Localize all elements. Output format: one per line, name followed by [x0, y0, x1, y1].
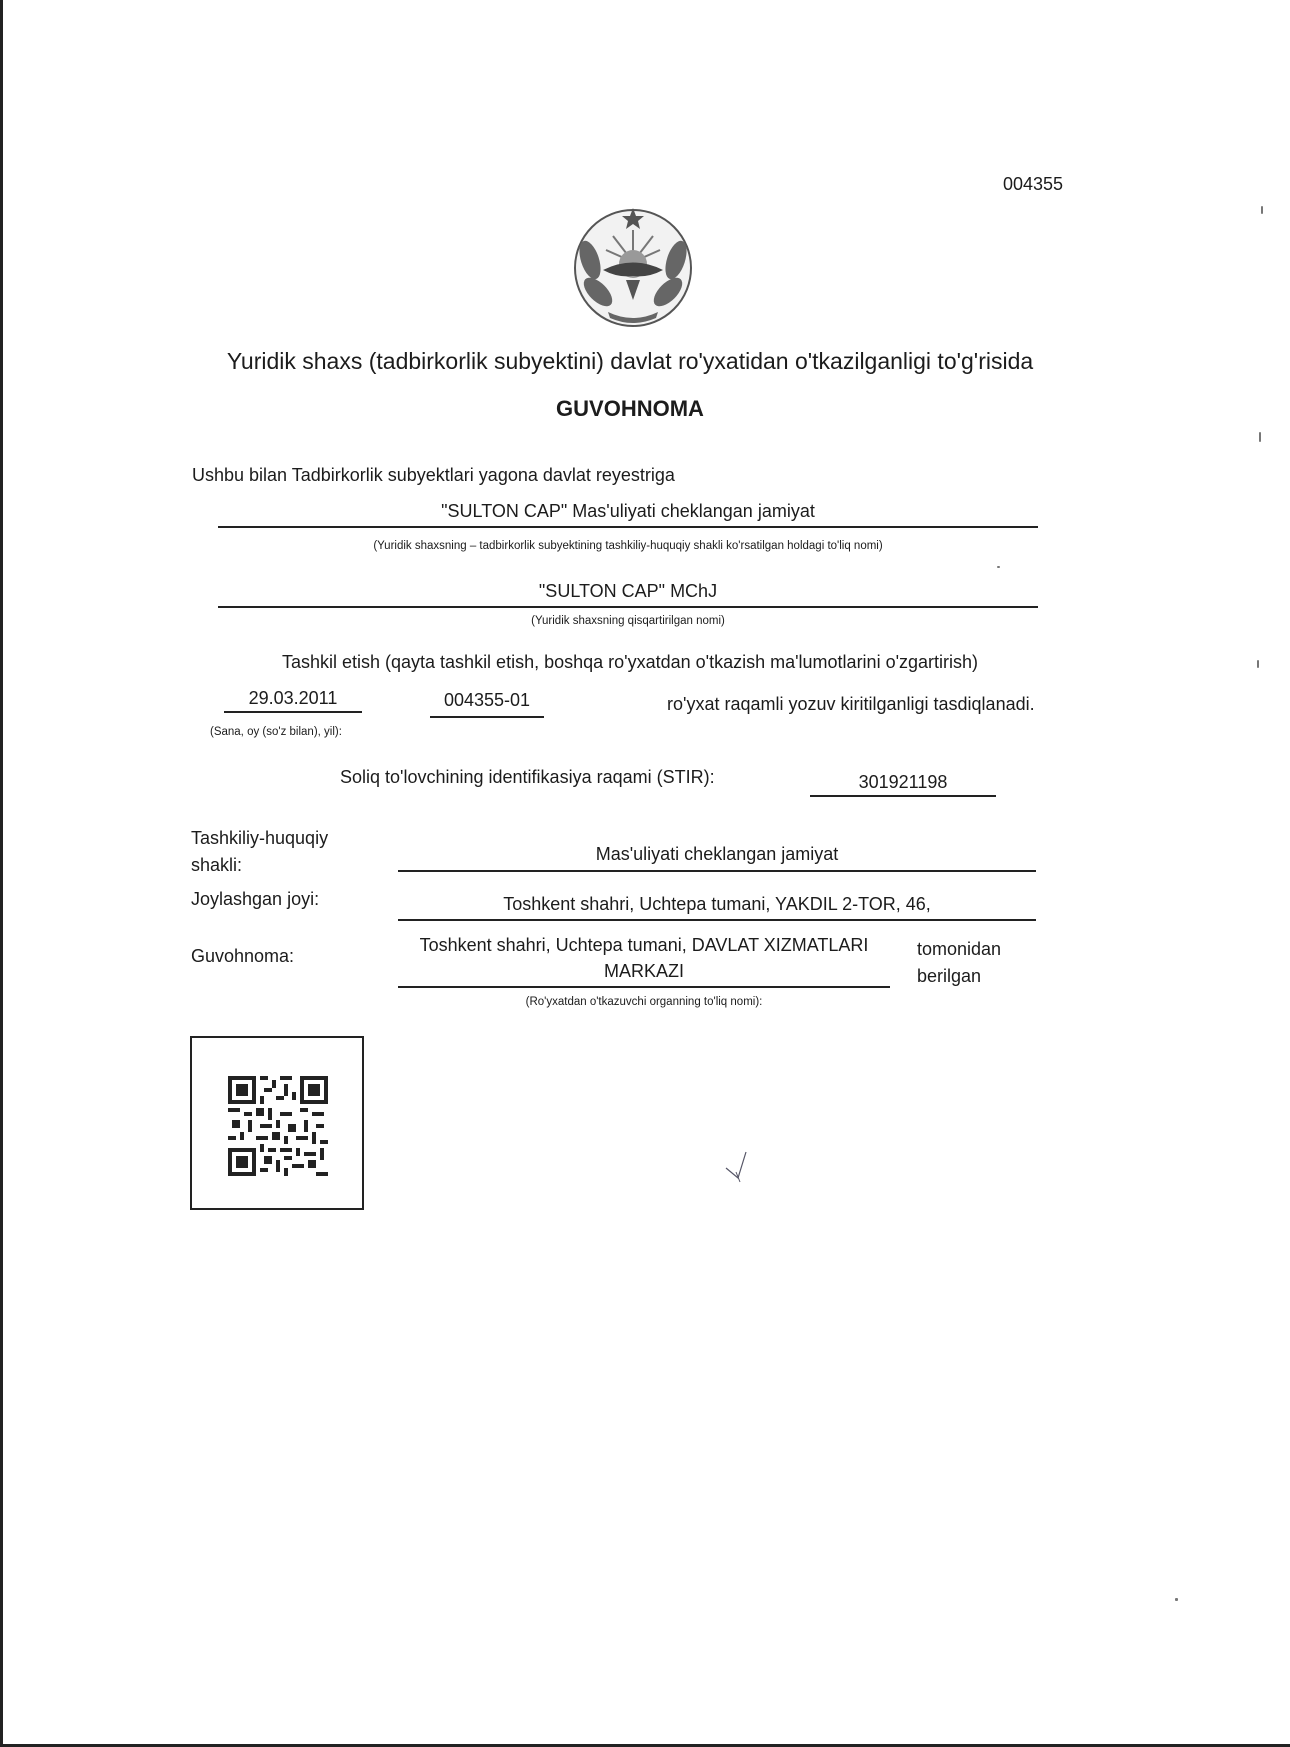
- date-caption: (Sana, oy (so'z bilan), yil):: [210, 726, 342, 738]
- location-label: Joylashgan joyi:: [191, 889, 320, 909]
- date-underline: [224, 711, 362, 713]
- document-title: Yuridik shaxs (tadbirkorlik subyektini) davlat ro'yxatidan o'tkazilganligi to'g'risida: [226, 348, 1034, 374]
- legal-form-label-2: shakli:: [191, 855, 243, 875]
- legal-form-value: Mas'uliyati cheklangan jamiyat: [595, 844, 839, 864]
- legal-form-label-1: Tashkiliy-huquqiy: [191, 828, 329, 848]
- short-name-caption: (Yuridik shaxsning qisqartirilgan nomi): [531, 615, 725, 627]
- tin-label: Soliq to'lovchining identifikasiya raqami (STIR):: [340, 767, 715, 787]
- confirm-text: ro'yxat raqamli yozuv kiritilganligi tasdiqlanadi.: [667, 694, 1035, 714]
- registration-date: 29.03.2011: [248, 688, 338, 708]
- location-value: Toshkent shahri, Uchtepa tumani, YAKDIL 2-TOR, 46,: [503, 894, 931, 914]
- state-emblem-icon: [568, 200, 698, 330]
- short-name-value: "SULTON CAP" MChJ: [538, 581, 718, 601]
- scan-speck: [997, 566, 1000, 568]
- tin-value: 301921198: [858, 772, 948, 792]
- legal-form-underline: [398, 870, 1036, 872]
- scan-speck: [1259, 432, 1261, 442]
- location-underline: [398, 919, 1036, 921]
- tin-underline: [810, 795, 996, 797]
- reg-number-underline: [430, 716, 544, 718]
- certificate-label: Guvohnoma:: [191, 946, 295, 966]
- issuer-caption: (Ro'yxatdan o'tkazuvchi organning to'liq nomi):: [525, 996, 763, 1008]
- qr-code-icon: [228, 1076, 328, 1176]
- scan-speck: [1261, 206, 1263, 214]
- short-name-underline: [218, 606, 1038, 608]
- scan-speck: [1175, 1598, 1178, 1601]
- pen-mark: [724, 1150, 754, 1184]
- full-name-underline: [218, 526, 1038, 528]
- action-text: Tashkil etish (qayta tashkil etish, boshqa ro'yxatdan o'tkazish ma'lumotlarini o'zgartirish): [281, 652, 979, 672]
- document-number: 004355: [1003, 174, 1064, 194]
- issued-by-1: tomonidan: [917, 939, 1002, 959]
- qr-frame: [190, 1036, 364, 1210]
- issuer-underline: [398, 986, 890, 988]
- full-name-caption: (Yuridik shaxsning – tadbirkorlik subyektining tashkiliy-huquqiy shakli ko'rsatilgan holdagi to'liq nomi): [373, 540, 883, 552]
- scan-border-left: [0, 0, 3, 1747]
- intro-text: Ushbu bilan Tadbirkorlik subyektlari yagona davlat reyestriga: [192, 465, 675, 485]
- scan-speck: [1257, 660, 1259, 668]
- issuer-line-1: Toshkent shahri, Uchtepa tumani, DAVLAT XIZMATLARI: [419, 935, 869, 955]
- issuer-line-2: MARKAZI: [603, 961, 684, 981]
- registration-number: 004355-01: [443, 690, 531, 710]
- document-heading: GUVOHNOMA: [556, 396, 704, 421]
- issued-by-2: berilgan: [917, 966, 982, 986]
- full-name-value: "SULTON CAP" Mas'uliyati cheklangan jamiyat: [441, 501, 815, 521]
